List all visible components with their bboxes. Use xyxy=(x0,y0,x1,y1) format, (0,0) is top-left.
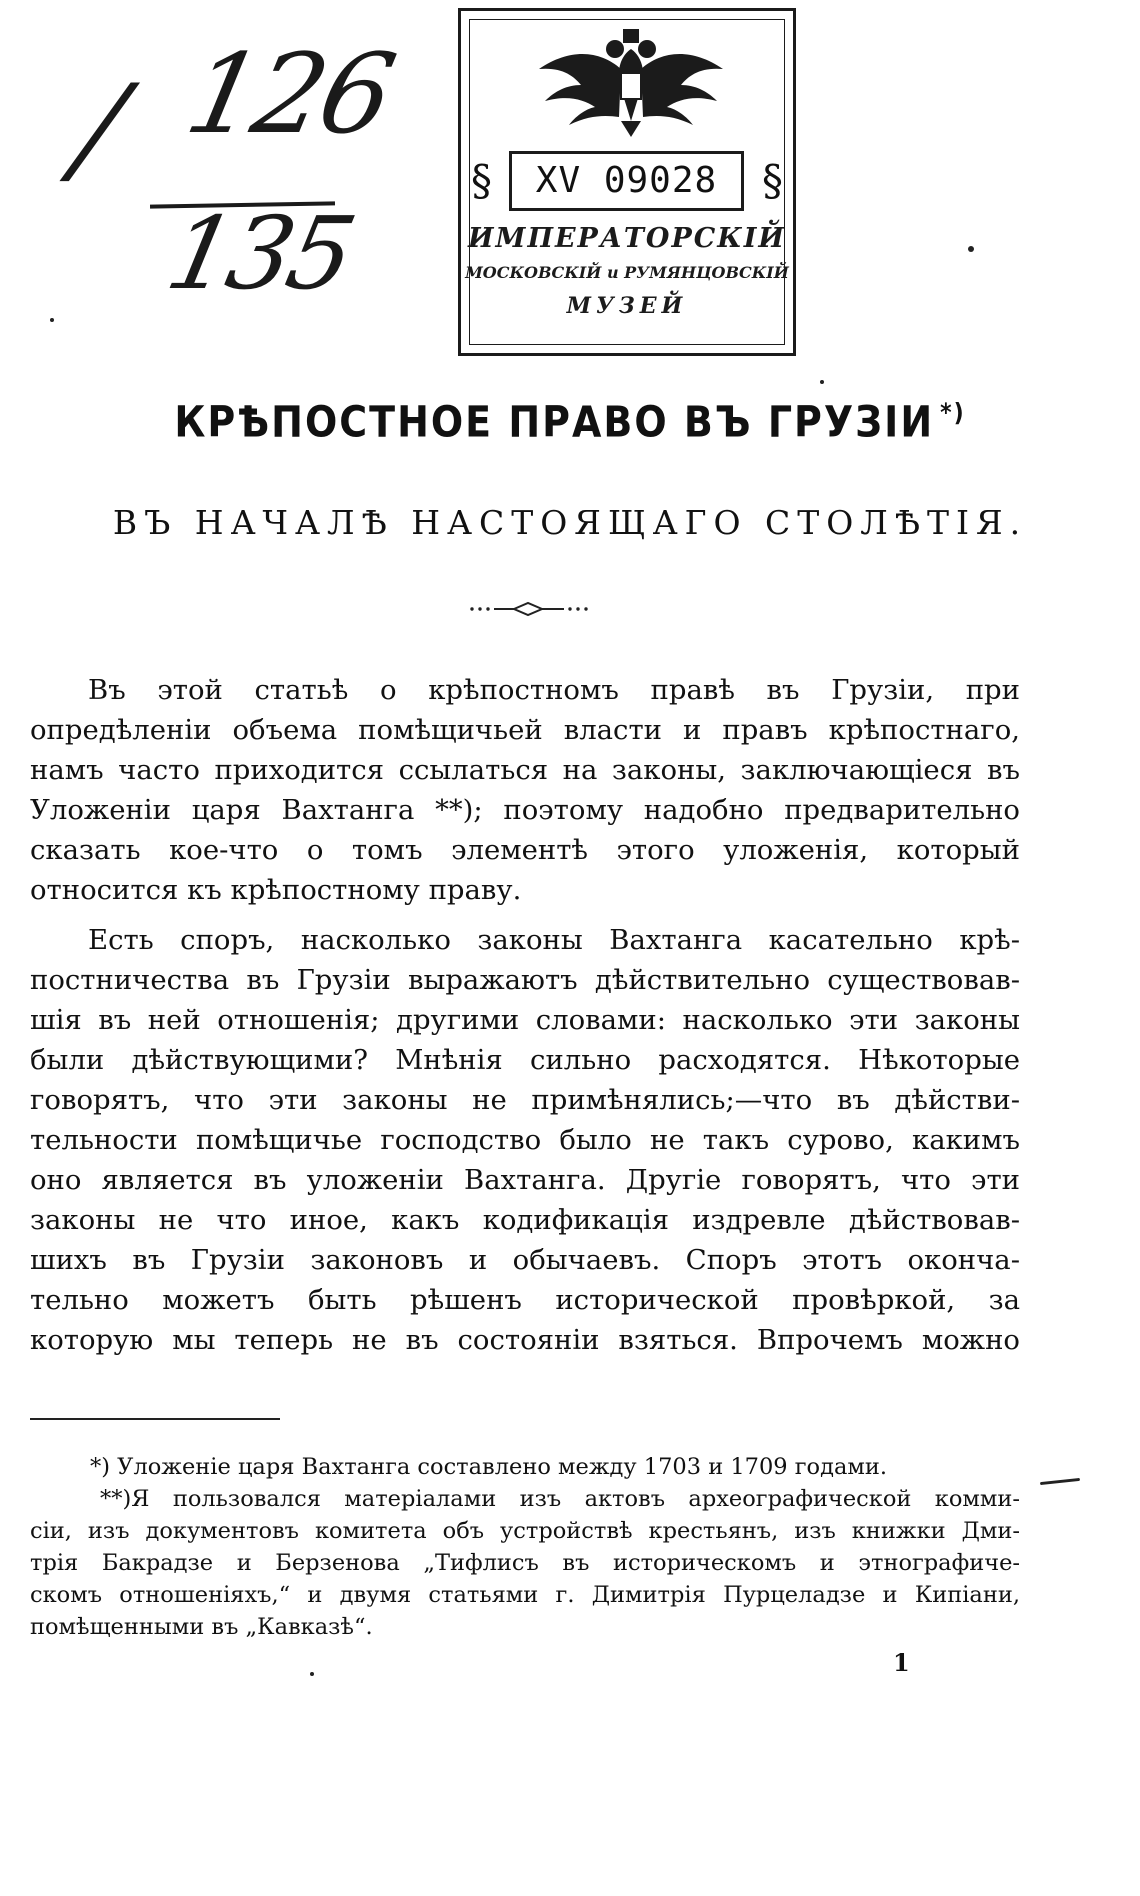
handwritten-shelf-number-bottom: 135 xyxy=(157,195,362,312)
body-line: которую мы теперь не въ состояніи взяться. Впрочемъ можно xyxy=(30,1324,1020,1356)
body-line: тельности помѣщичье господство было не такъ сурово, какимъ xyxy=(30,1124,1020,1156)
article-title xyxy=(0,397,1140,446)
section-ornament-icon xyxy=(468,600,588,618)
body-line: тельно можетъ быть рѣшенъ исторической провѣркой, за xyxy=(30,1284,1020,1316)
footnote-line: **)Я пользовался матеріалами изъ актовъ археографической комми- xyxy=(100,1486,1020,1512)
body-line: законы не что иное, какъ кодификація издревле дѣйствовав- xyxy=(30,1204,1020,1236)
handwritten-tick: / xyxy=(65,60,136,199)
body-line: сказать кое-что о томъ элементѣ этого уложенія, который xyxy=(30,834,1020,866)
body-line: говорятъ, что эти законы не примѣнялись;—что въ дѣйстви- xyxy=(30,1084,1020,1116)
scan-speck xyxy=(968,246,974,252)
body-line: относится къ крѣпостному праву. xyxy=(30,874,522,906)
body-line: опредѣленіи объема помѣщичьей власти и правъ крѣпостнаго, xyxy=(30,714,1020,746)
stamp-line-moscow-rumyantsev: МОСКОВСКІЙ и РУМЯНЦОВСКІЙ xyxy=(465,263,789,282)
stamp-flourish-right: § xyxy=(762,156,783,205)
handwritten-shelf-number-top: 126 xyxy=(176,30,402,158)
footnote-divider xyxy=(30,1418,280,1420)
scan-speck xyxy=(1040,1478,1080,1485)
stamp-line-imperial: ИМПЕРАТОРСКІЙ xyxy=(468,223,786,254)
footnote-line: *) Уложеніе царя Вахтанга составлено между 1703 и 1709 годами. xyxy=(90,1454,888,1480)
page-number: 1 xyxy=(893,1648,910,1677)
scan-speck xyxy=(820,380,824,384)
footnote-line: трія Бакрадзе и Берзенова „Тифлисъ въ историческомъ и этнографиче- xyxy=(30,1550,1020,1576)
article-title-text: КРѢПОСТНОЕ ПРАВО ВЪ ГРУЗІИ xyxy=(174,397,935,447)
body-line: постничества въ Грузіи выражаютъ дѣйствительно существовав- xyxy=(30,964,1020,996)
body-line: Въ этой статьѣ о крѣпостномъ правѣ въ Грузіи, при xyxy=(88,674,1020,706)
footnote-line: помѣщенными въ „Кавказѣ“. xyxy=(30,1614,373,1640)
scan-speck xyxy=(50,318,54,322)
stamp-accession-number: XV 09028 xyxy=(509,151,744,211)
article-subtitle: ВЪ НАЧАЛѢ НАСТОЯЩАГО СТОЛѢТІЯ. xyxy=(112,503,1028,542)
footnote-line: скомъ отношеніяхъ,“ и двумя статьями г. Димитрія Пурцеладзе и Кипіани, xyxy=(30,1582,1020,1608)
body-line: Есть споръ, насколько законы Вахтанга касательно крѣ- xyxy=(88,924,1020,956)
body-line: были дѣйствующими? Мнѣнія сильно расходятся. Нѣкоторые xyxy=(30,1044,1020,1076)
title-footnote-marker: *) xyxy=(940,399,966,428)
body-line: Уложеніи царя Вахтанга **); поэтому надобно предварительно xyxy=(30,794,1020,826)
body-line: намъ часто приходится ссылаться на законы, заключающіеся въ xyxy=(30,754,1020,786)
footnote-line: сіи, изъ документовъ комитета объ устройствѣ крестьянъ, изъ книжки Дми- xyxy=(30,1518,1020,1544)
library-stamp xyxy=(458,8,796,356)
stamp-flourish-left: § xyxy=(471,156,492,205)
scan-speck xyxy=(310,1672,314,1676)
double-headed-eagle-icon xyxy=(531,29,731,139)
body-line: шія въ ней отношенія; другими словами: насколько эти законы xyxy=(30,1004,1020,1036)
stamp-line-museum: МУЗЕЙ xyxy=(566,293,688,319)
body-line: оно является въ уложеніи Вахтанга. Другіе говорятъ, что эти xyxy=(30,1164,1020,1196)
body-line: шихъ въ Грузіи законовъ и обычаевъ. Споръ этотъ оконча- xyxy=(30,1244,1020,1276)
